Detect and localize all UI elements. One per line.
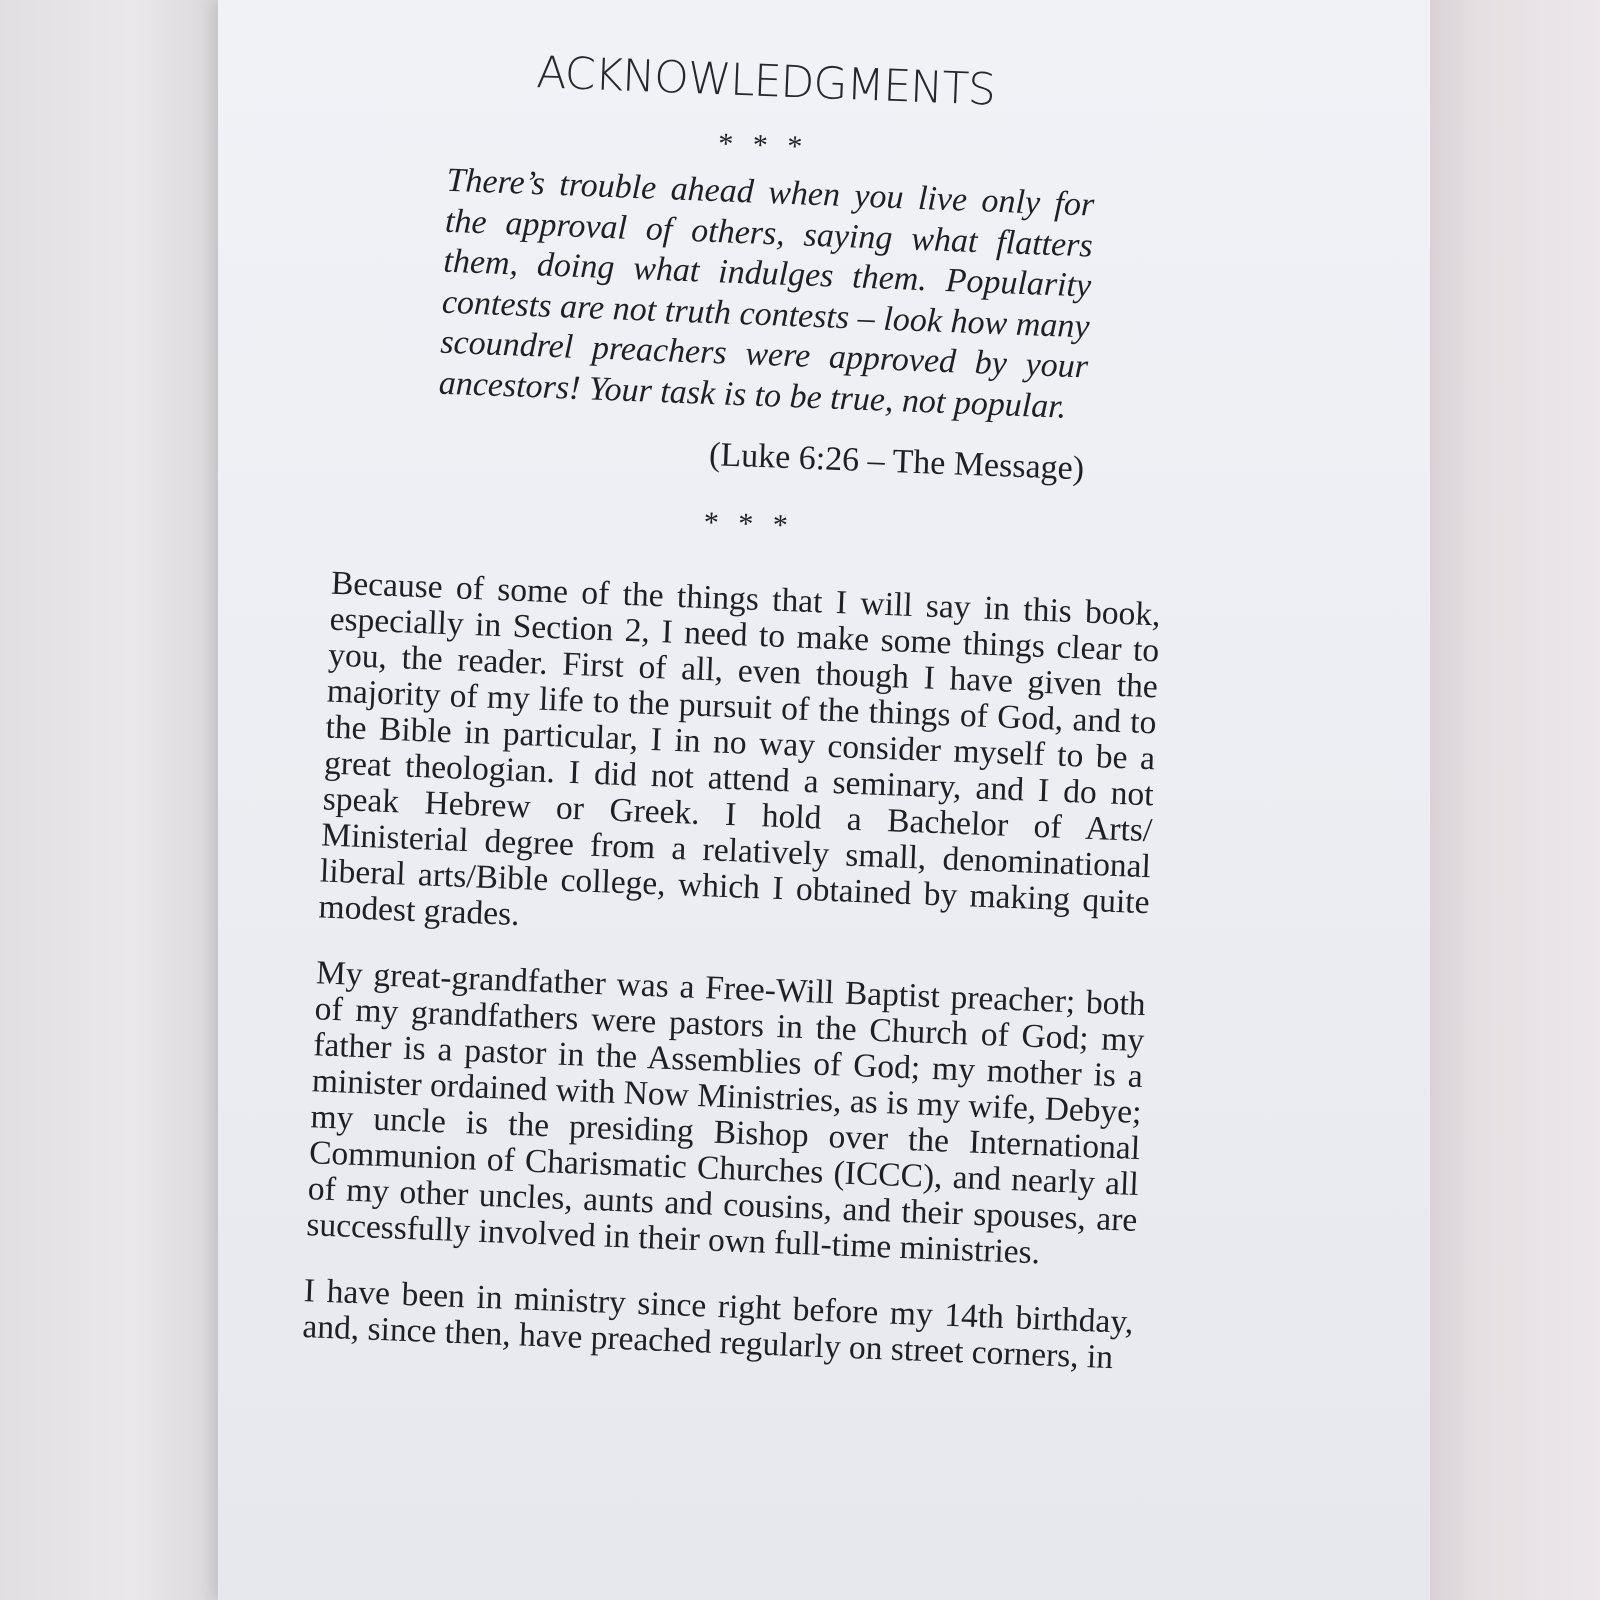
separator-bottom: * * * [703, 505, 795, 543]
epigraph-citation: (Luke 6:26 – The Message) [708, 436, 1085, 488]
page-title: ACKNOWLEDGMENTS [535, 47, 996, 116]
page-content [301, 40, 1182, 1407]
separator-top: * * * [717, 127, 809, 164]
facing-page-edge [0, 0, 222, 1600]
epigraph-quote: There’s trouble ahead when you live only for the approval of others, saying what flatters them, doing what indulges them. Popularity contests are not truth contests – look how many scoundrel preachers were approved by your ancestors! Your task is to be true, not popular. [438, 161, 1095, 426]
body-paragraph-2: My great-grandfather was a Free-Will Baptist preacher; both of my grandfathers were pastors in the Church of God; my father is a pastor in the Assemblies of God; my mother is a minister ordained with Now Ministries, as is my wife, Debye; my uncle is the presiding Bishop over the International Communion of Charismatic Churches (ICCC), and nearly all of my other uncles, aunts and cousins, and their spouses, are successfully involved in their own full-time ministries. [305, 954, 1147, 1272]
body-paragraph-3: I have been in ministry since right before my 14th birthday, and, since then, have preached regularly on street corners, in [301, 1272, 1135, 1377]
body-paragraph-1: Because of some of the things that I will say in this book, especially in Section 2, I need to make some things clear to you, the reader. First of all, even though I have given the majority of my life to the pursuit of the things of God, and to the Bible in particular, I in no way consider myself to be a great theologian. I did not attend a seminary, and I do not speak Hebrew or Greek. I hold a Bachelor of Arts/ Ministerial degree from a relatively small, denominational liberal arts/Bible college, which I obtained by making quite modest grades. [317, 564, 1162, 934]
background-surface [1430, 0, 1600, 1600]
